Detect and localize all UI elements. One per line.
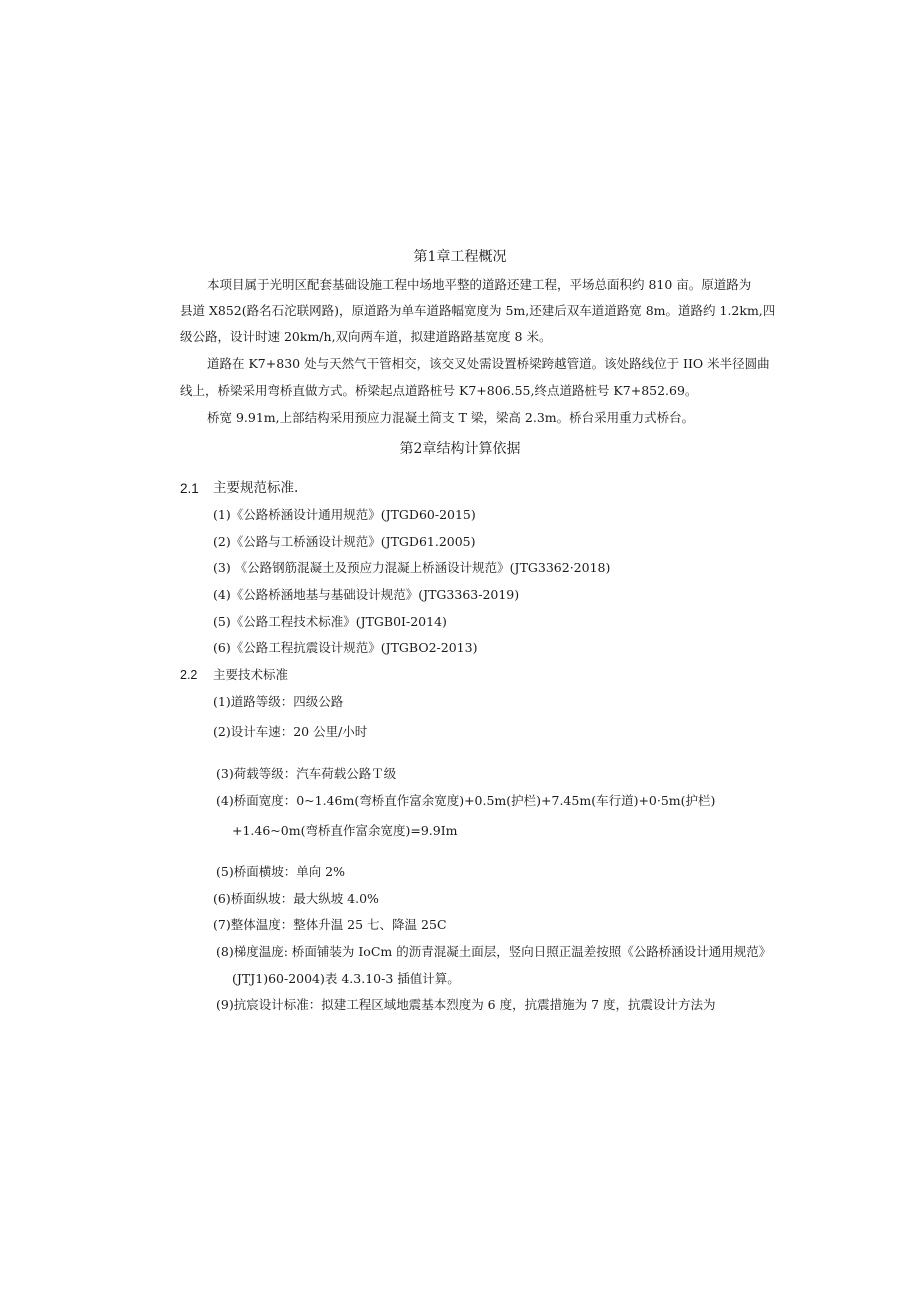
list-item: (JTJ1)60-2004)表 4.3.10-3 插值计算。	[232, 971, 460, 986]
list-item: (4)《公路桥涵地基与基础设计规范》(JTG3363-2019)	[213, 587, 520, 602]
list-item: (9)抗宸设计标准：拟建工程区域地震基本烈度为 6 度，抗震措施为 7 度，抗震设计方法为	[216, 997, 716, 1012]
list-item: (2)设计车速：20 公里/小时	[213, 724, 368, 739]
chapter1-title: 第1章工程概况	[413, 249, 507, 265]
paragraph-line: 桥宽 9.91m,上部结构采用预应力混凝土简支 T 梁，梁高 2.3m。桥台采用重力式桥台。	[207, 410, 695, 425]
list-item: (6)《公路工程抗震设计规范》(JTGBO2-2013)	[213, 640, 478, 655]
list-item: (8)梯度温庞: 桥面铺装为 IoCm 的沥青混凝土面层，竖向日照正温差按照《公路桥涵设计通用规范》	[216, 944, 772, 959]
list-item: (6)桥面纵坡：最大纵坡 4.0%	[213, 891, 379, 906]
list-item: (1)道路等级：四级公路	[213, 694, 344, 709]
list-item: (3)荷载等级：汽车荷载公路Ｔ级	[216, 766, 397, 781]
section-title: 主要技术标准	[213, 667, 289, 682]
paragraph-line: 线上，桥梁采用弯桥直做方式。桥梁起点道路桩号 K7+806.55,终点道路桩号 K7+852.69。	[180, 383, 698, 398]
section-number: 2.1	[180, 481, 199, 496]
paragraph-line: 县道 X852(路名石沱联网路)，原道路为单车道路幅宽度为 5m,还建后双车道道路宽 8m。道路约 1.2km,四	[180, 303, 776, 318]
list-item: (2)《公路与工桥涵设计规范》(JTGD61.2005)	[213, 534, 476, 549]
list-item: (5)《公路工程技术标准》(JTGB0I-2014)	[213, 614, 447, 629]
paragraph-line: 级公路，设计时速 20km/h,双向两车道，拟建道路路基宽度 8 米。	[180, 329, 552, 344]
section-title: 主要规范标准.	[213, 480, 299, 496]
list-item: (4)桥面宽度：0~1.46m(弯桥直作富余宽度)+0.5m(护栏)+7.45m(车行道)+0·5m(护栏)	[216, 793, 716, 808]
paragraph-line: 道路在 K7+830 处与天然气干管相交，该交叉处需设置桥梁跨越管道。该处路线位于 IIO 米半径圆曲	[207, 356, 770, 371]
chapter2-title: 第2章结构计算依据	[399, 441, 521, 457]
paragraph-line: 本项目属于光明区配套基础设施工程中场地平整的道路还建工程，平场总面积约 810 亩。原道路为	[207, 277, 752, 292]
list-item: (1)《公路桥涵设计通用规范》(JTGD60-2015)	[213, 507, 476, 522]
list-item: (7)整体温度：整体升温 25 七、降温 25C	[213, 917, 447, 932]
list-item: (5)桥面横坡：单向 2%	[216, 864, 346, 879]
section-number: 2.2	[180, 668, 198, 682]
list-item: +1.46~0m(弯桥直作富余宽度)=9.9Im	[232, 823, 458, 838]
list-item: (3) 《公路钢筋混凝土及预应力混凝上桥涵设计规范》(JTG3362·2018)	[213, 560, 611, 575]
